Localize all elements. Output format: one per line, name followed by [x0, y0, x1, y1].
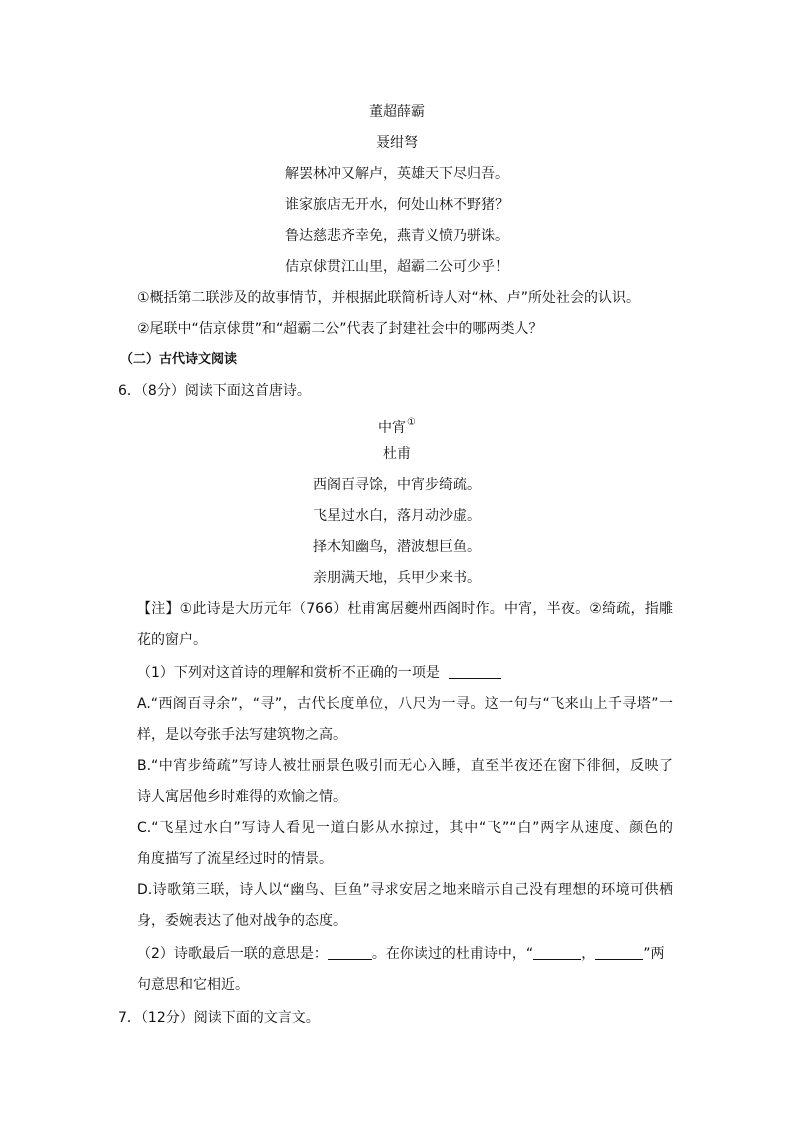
poem-line: 择木知幽鸟，潜波想巨鱼。	[313, 539, 481, 555]
option-c: 角度描写了流星经过时的情景。	[137, 851, 333, 867]
option-d: 身，委婉表达了他对战争的态度。	[137, 913, 347, 929]
poem-line: 谁家旅店无开水，何处山林不野猪？	[285, 197, 509, 213]
section-heading: （二）古代诗文阅读	[120, 352, 238, 367]
question-7-stem: 7．（12分）阅读下面的文言文。	[118, 1010, 320, 1026]
poem-line: 鲁达慈悲齐幸免，燕青义愤乃骈诛。	[285, 228, 509, 244]
poem-author: 杜甫	[383, 446, 411, 462]
option-b: 诗人寓居他乡时难得的欢愉之情。	[137, 789, 347, 805]
footnote-marker: ①	[407, 417, 416, 428]
sub-question-2: （2）诗歌最后一联的意思是： 。在你读过的杜甫诗中，“ ， ”两	[137, 946, 665, 962]
option-b: B.“中宵步绮疏”写诗人被壮丽景色吸引而无心入睡，直至半夜还在窗下徘徊，反映了	[137, 758, 673, 774]
option-d: D.诗歌第三联，诗人以“幽鸟、巨鱼”寻求安居之地来暗示自己没有理想的环境可供栖	[137, 882, 673, 898]
sub-question-1: （1）下列对这首诗的理解和赏析不正确的一项是	[137, 663, 501, 683]
poem-author: 聂绀弩	[376, 135, 418, 151]
sub-question-2: 句意思和它相近。	[137, 977, 249, 993]
answer-blank[interactable]	[449, 664, 501, 679]
question-item: ①概括第二联涉及的故事情节，并根据此联简析诗人对“林、卢”所处社会的认识。	[137, 290, 641, 306]
option-a: A.“西阁百寻余”，“寻”，古代长度单位，八尺为一寻。这一句与“飞来山上千寻塔”一	[137, 696, 673, 712]
poem-line: 西阁百寻馀，中宵步绮疏。	[313, 477, 481, 493]
answer-blank[interactable]	[595, 945, 643, 960]
option-a: 样，是以夸张手法写建筑物之高。	[137, 727, 347, 743]
poem-title: 中宵①	[378, 417, 416, 436]
answer-blank[interactable]	[533, 945, 581, 960]
poem-line: 飞星过水白，落月动沙虚。	[313, 508, 481, 524]
answer-blank[interactable]	[328, 945, 372, 960]
question-item: ②尾联中“佶京俅贯”和“超霸二公”代表了封建社会中的哪两类人？	[137, 321, 543, 337]
annotation: 花的窗户。	[137, 632, 207, 648]
poem-line: 佶京俅贯江山里，超霸二公可少乎！	[285, 259, 509, 275]
poem-line: 亲朋满天地，兵甲少来书。	[313, 570, 481, 586]
option-c: C.“飞星过水白”写诗人看见一道白影从水掠过，其中“飞”“白”两字从速度、颜色的	[137, 820, 673, 836]
annotation: 【注】①此诗是大历元年（766）杜甫寓居夔州西阁时作。中宵，半夜。②绮疏，指雕	[137, 601, 673, 617]
question-6-stem: 6．（8分）阅读下面这首唐诗。	[118, 383, 311, 399]
poem-title: 董超薛霸	[369, 104, 425, 120]
poem-line: 解罢林冲又解卢，英雄天下尽归吾。	[285, 166, 509, 182]
